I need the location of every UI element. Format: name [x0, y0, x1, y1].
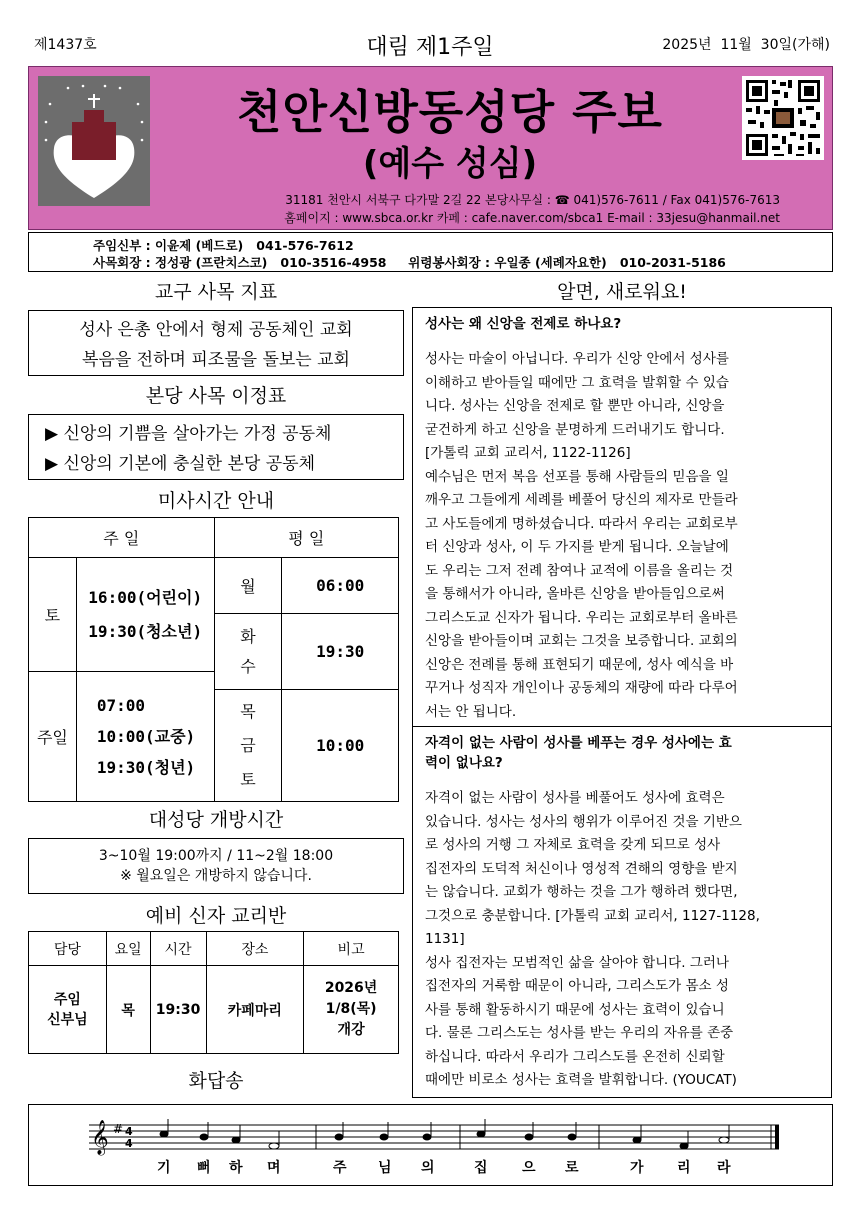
place-cell: 카페마리 — [206, 966, 304, 1054]
col-header: 장소 — [206, 932, 304, 966]
lyric-syllable: 뻐 — [197, 1160, 211, 1176]
bulletin-title: 천안신방동성당 주보 — [237, 85, 663, 139]
answer-2: 자격이 없는 사람이 성사를 베풀어도 성사에 효력은 있습니다. 성사는 성사의 행위가 이루어진 것을 기반으 로 성사의 거행 그 자체로 효력을 갖게 되므로 성사 집전자의 도덕적 처신이나 영성적 견해의 영향을 받지 는 않습니다. 교회가 행하는 것을 그가 행하려 했다면, 그것으로 충분합니다. [가톨릭 교회 교리서, 1127-1128, 1131] 성사 집전자는 모범적인 삶을 살아야 합니다. 그러나 집전자의 거룩함 때문이 아니라, 그리스도가 몸소 성 사를 통해 활동하시기 때문에 성사는 효력이 있습니 다. 물론 그리스도는 성사를 받는 우리의 자유를 존중 하십니다. 따라서 우리가 그리스도를 온전히 신뢰할 때에만 비로소 성사는 효력을 발휘합니다. (YOUCAT) — [425, 790, 760, 1088]
bullet-icon: ▶ — [45, 424, 64, 444]
catechism-table — [28, 931, 399, 1054]
note-cell: 2026년 1/8(목) 개강 — [304, 966, 399, 1054]
pastor-contact: 주임신부 : 이윤제 (베드로) 041-576-7612 — [93, 238, 354, 253]
diocese-box — [28, 310, 404, 376]
monday-label: 월 — [214, 558, 282, 614]
question-2: 자격이 없는 사람이 성사를 베푸는 경우 성사에는 효 력이 없나요? — [425, 735, 732, 771]
answer-1: 성사는 마술이 아닙니다. 우리가 신앙 안에서 성사를 이해하고 받아들일 때에만 그 효력을 발휘할 수 있습 니다. 성사는 신앙을 전제로 할 뿐만 아니라, 신앙을 굳건하게 하고 신앙을 분명하게 드러내기도 합니다. [가톨릭 교회 교리서, 1122-1126] 예수님은 먼저 복음 선포를 통해 사람들의 믿음을 일 깨우고 그들에게 세례를 베풀어 당신의 제자로 만들라 고 사도들에게 명하셨습니다. 따라서 우리는 교회로부 터 신앙과 성사, 이 두 가지를 받게 됩니다. 오늘날에 도 우리는 그저 전례 참여나 교적에 이름을 올리는 것 을 통해서가 아니라, 올바른 신앙을 받아들임으로써 그리스도교 신자가 됩니다. 우리는 교회로부터 올바른 신앙을 받아들이며 교회는 그것을 보증합니다. 교회의 신앙은 전례를 통해 표현되기 때문에, 성사 예식을 바 꾸거나 성직자 개인이나 공동체의 재량에 따라 다루어 서는 안 됩니다. — [425, 351, 738, 720]
question-1: 성사는 왜 신앙을 전제로 하나요? — [425, 316, 622, 332]
tue-wed-time: 19:30 — [282, 614, 399, 690]
diocese-line: 복음을 전하며 피조물을 돌보는 교회 — [82, 350, 350, 370]
lyric-syllable: 의 — [421, 1160, 435, 1176]
time-cell: 19:30 — [150, 966, 206, 1054]
catechism-title: 예비 신자 교리반 — [145, 905, 287, 927]
thu-fri-sat-time: 10:00 — [282, 690, 399, 802]
svg-text:4: 4 — [125, 1125, 133, 1138]
svg-text:𝄞: 𝄞 — [91, 1120, 109, 1155]
parish-box — [28, 414, 404, 480]
faith-title: 알면, 새로워요! — [557, 281, 687, 303]
mass-title: 미사시간 안내 — [157, 490, 275, 512]
col-header: 요일 — [106, 932, 150, 966]
lyric-syllable: 주 — [333, 1160, 347, 1176]
lyric-syllable: 로 — [565, 1160, 579, 1176]
lyric-syllable: 며 — [267, 1160, 281, 1176]
parish-logo — [38, 76, 150, 206]
day-cell: 목 — [106, 966, 150, 1054]
thu-fri-sat-label: 목 금 토 — [214, 690, 282, 802]
parish-line: ▶ 신앙의 기본에 충실한 본당 공동체 — [45, 454, 316, 474]
issue-number: 제1437호 — [34, 37, 97, 53]
parish-line: ▶ 신앙의 기쁨을 살아가는 가정 공동체 — [45, 424, 332, 444]
saturday-times: 16:00(어린이) 19:30(청소년) — [76, 558, 214, 672]
open-hours: 3~10월 19:00까지 / 11~2월 18:00 — [98, 848, 334, 864]
tue-wed-label: 화 수 — [214, 614, 282, 690]
parish-address: 31181 천안시 서북구 다가말 2길 22 본당사무실 : ☎ 041)576-7611 / Fax 041)576-7613 — [285, 193, 780, 207]
col-header: 비고 — [304, 932, 399, 966]
svg-text:#: # — [113, 1122, 124, 1136]
council-contact: 사목회장 : 정성광 (프란치스코) 010-3516-4958 위령봉사회장 : 우일종 (세례자요한) 010-2031-5186 — [93, 255, 726, 270]
monday-time: 06:00 — [282, 558, 399, 614]
lyric-syllable: 집 — [474, 1160, 488, 1176]
diocese-title: 교구 사목 지표 — [154, 281, 278, 303]
parish-title: 본당 사목 이정표 — [145, 385, 287, 407]
lyric-syllable: 하 — [229, 1160, 243, 1176]
open-note: ※ 월요일은 개방하지 않습니다. — [120, 868, 312, 884]
col-header: 담당 — [29, 932, 107, 966]
issue-date: 2025년 11월 30일(가해) — [662, 37, 830, 53]
open-box — [28, 838, 404, 894]
bullet-icon: ▶ — [45, 454, 64, 474]
sunday-header: 주 일 — [29, 518, 215, 558]
lyric-syllable: 님 — [378, 1160, 392, 1176]
staff-contacts — [28, 232, 833, 272]
response-title: 화답송 — [188, 1070, 244, 1092]
lyric-syllable: 기 — [157, 1160, 171, 1176]
lyric-syllable: 으 — [522, 1160, 536, 1176]
faith-box-2 — [412, 726, 832, 1098]
liturgical-season: 대림 제1주일 — [366, 35, 494, 60]
lyric-syllable: 가 — [630, 1160, 644, 1176]
open-title: 대성당 개방시간 — [148, 809, 284, 831]
lyric-syllable: 리 — [677, 1160, 691, 1176]
faith-box-1 — [412, 307, 832, 727]
svg-text:4: 4 — [125, 1137, 133, 1150]
sunday-times: 07:00 10:00(교중) 19:30(청년) — [76, 672, 214, 802]
music-staff — [29, 1105, 834, 1157]
sunday-label: 주일 — [29, 672, 77, 802]
weekday-header: 평 일 — [214, 518, 398, 558]
col-header: 시간 — [150, 932, 206, 966]
mass-schedule-table — [28, 517, 399, 802]
qr-code[interactable] — [742, 76, 824, 160]
bulletin-subtitle: (예수 성심) — [362, 144, 538, 184]
saturday-label: 토 — [29, 558, 77, 672]
teacher-cell: 주임 신부님 — [29, 966, 107, 1054]
lyric-syllable: 라 — [717, 1160, 731, 1176]
parish-web-contact: 홈페이지 : www.sbca.or.kr 카페 : cafe.naver.com/sbca1 E-mail : 33jesu@hanmail.net — [284, 211, 780, 225]
diocese-line: 성사 은총 안에서 형제 공동체인 교회 — [79, 320, 353, 340]
psalm-score — [28, 1104, 833, 1186]
